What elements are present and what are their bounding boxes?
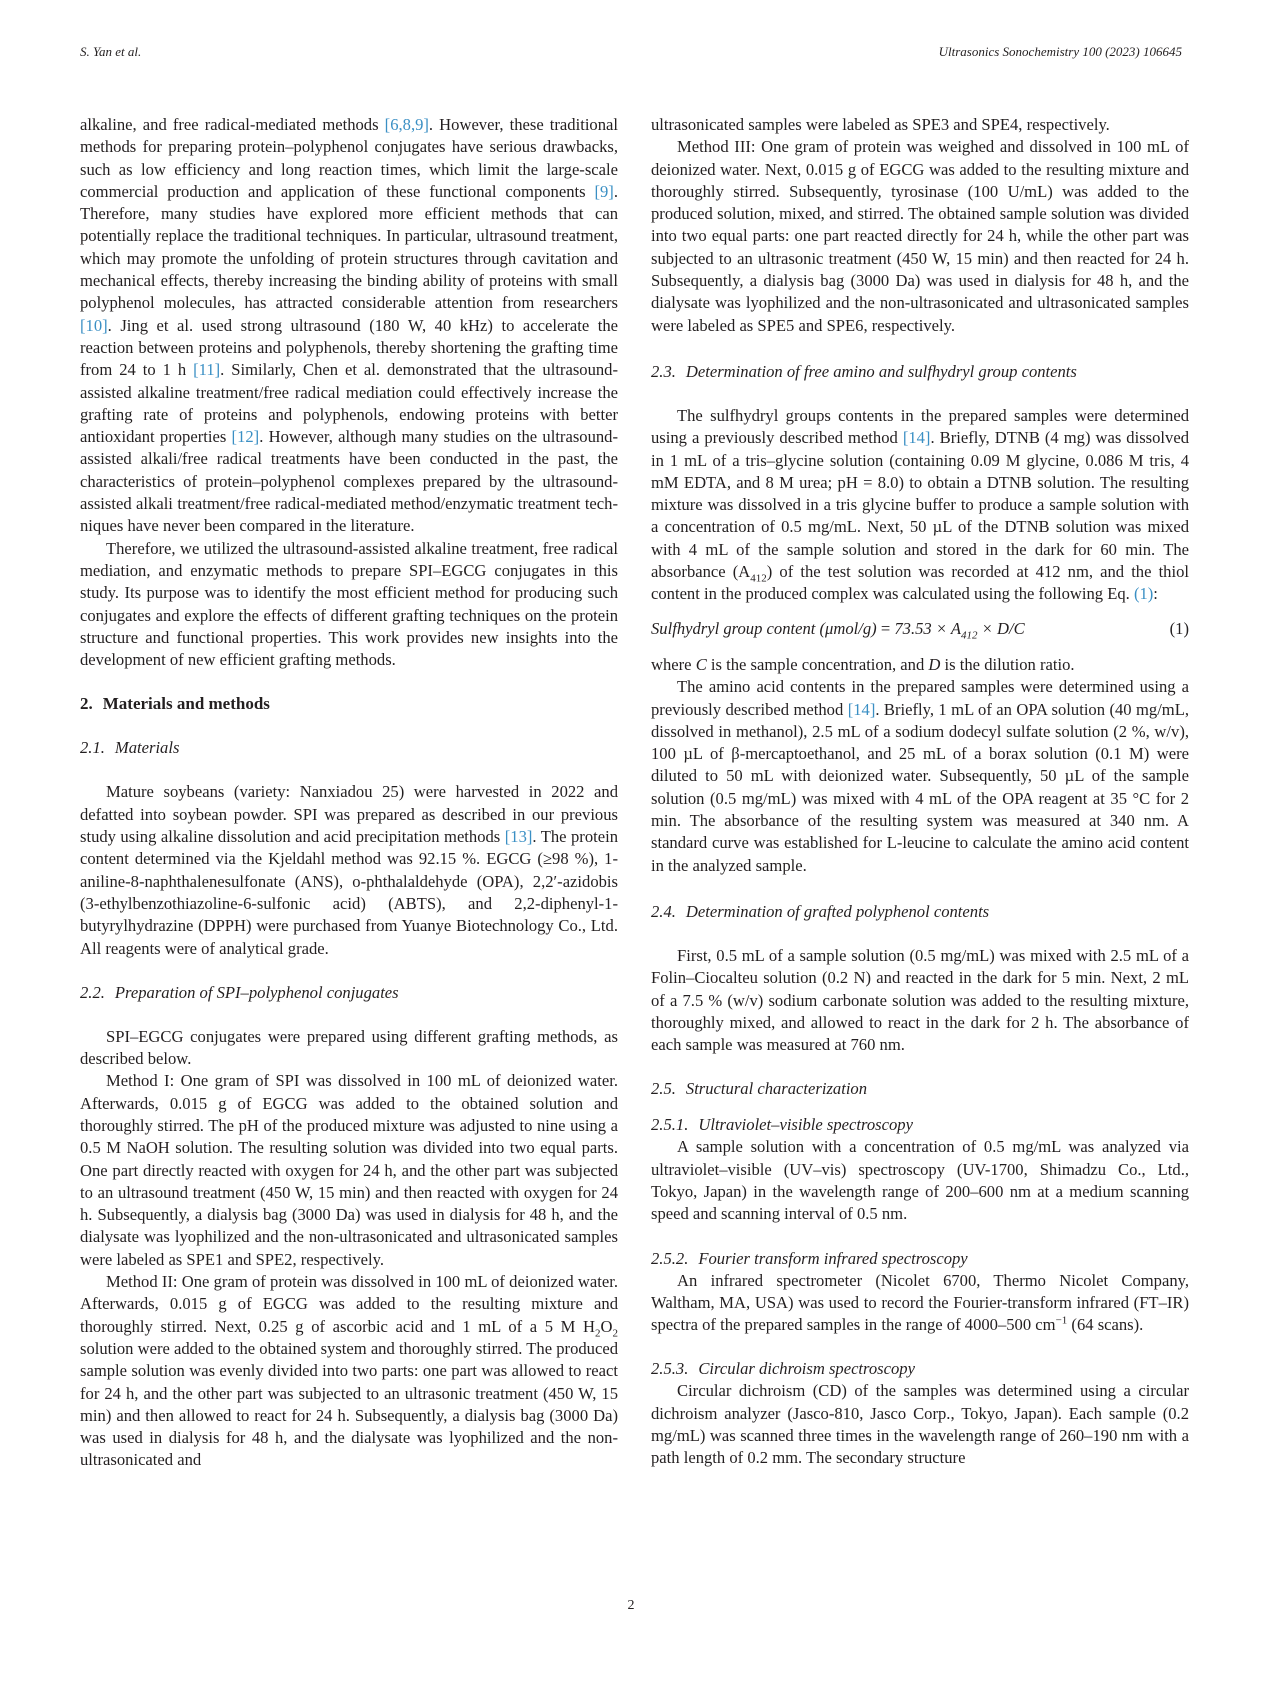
subscript: 412 (750, 572, 767, 585)
running-head-journal: Ultrasonics Sonochemistry 100 (2023) 106645 (938, 44, 1182, 59)
text-run: O (600, 1316, 613, 1336)
text-run: : (1153, 584, 1158, 604)
text-run: Method II: One gram of protein was dissolved in 100 mL of deionized water. Afterwards, 0.015 g of EGCG was added to the resulting mixture and thoroughly stirred. Next, 0.25 g of ascorbic acid and 1 mL of a 5 M H (80, 1272, 618, 1336)
subsubsection-number: 2.5.3. (651, 1359, 689, 1379)
citation-link[interactable]: [6,8,9] (384, 115, 429, 134)
intro-paragraph-2: Therefore, we utilized the ultrasound-assisted alkaline treatment, free radical mediation, and enzymatic methods to prepare SPI–EGCG conjugates in this study. Its purpose was to identify the most efficient method for producing such conjugates and explore the effects of different grafting techniques on the protein structure and functional properties. This work provides new insights into the development of new efficient grafting methods. (80, 538, 618, 670)
equation-rhs: × D/C (977, 618, 1025, 638)
subsection-number: 2.1. (80, 738, 105, 758)
equation-link[interactable]: (1) (1133, 584, 1154, 604)
text-run: . Therefore, many studies have explored more efficient methods that can potentially replace the traditional techniques. In particular, ultrasound treatment, which may promote the unfolding of protein structures through cavitation and mechanical effects, thereby increasing the binding ability of proteins with small polyphenol molecules, has attracted considerable attention from researchers (80, 181, 618, 313)
subsection-heading-structural (651, 1078, 1189, 1100)
section-number: 2. (80, 694, 93, 714)
subsubsection-title: Ultraviolet–visible spectroscopy (698, 1115, 913, 1135)
subsection-title: Preparation of SPI–polyphenol conjugates (114, 982, 399, 1002)
text-run: . Briefly, DTNB (4 mg) was dissolved in 1 mL of a tris–glycine solution (containing 0.09 M glycine, 0.086 M tris, 4 mM EDTA, and 8 M urea; pH = 8.0) to obtain a DTNB solution. The resulting mixture was dissolved in a tris glycine buffer to produce a sample solution with a concentration of 0.5 mg/mL. Next, 50 µL of the DTNB solution was mixed with 4 mL of the sample solution and stored in the dark for 60 min. The absorbance (A (651, 428, 1189, 582)
subsection-title: Determination of grafted polyphenol contents (685, 901, 990, 921)
text-run: The amino acid contents in the prepared samples were determined using a previously described method (651, 677, 1189, 719)
method-3-paragraph: Method III: One gram of protein was weighed and dissolved in 100 mL of deionized water. Next, 0.015 g of EGCG was added to the resulting mixture and thoroughly stirred. Subsequently, tyrosinase (100 U/mL) was added to the produced solution, mixed, and stirred. The obtained sample solution was divided into two equal parts: one part reacted directly for 24 h, while the other part was subjected to an ultrasonic treatment (450 W, 15 min) and then reacted for 24 h. Subsequently, a dialysis bag (3000 Da) was used in dialysis for 48 h, and the dialysate was lyophilized and the non-ultrasonicated and ultrasonicated samples were labeled as SPE5 and SPE6, respectively. (651, 137, 1189, 335)
citation-link[interactable]: [11] (193, 360, 221, 380)
subsubsection-heading-cd (651, 1358, 1189, 1380)
text-run: (64 scans). (1067, 1315, 1144, 1335)
where-paragraph (651, 654, 1189, 676)
running-head (80, 44, 1182, 66)
cd-paragraph: Circular dichroism (CD) of the samples was determined using a circular dichroism analyzer (Jasco-810, Jasco Corp., Tokyo, Japan). Each sample (0.2 mg/mL) was scanned three times in the wavelength range of 260–190 nm with a path length of 0.2 mm. The secondary structure (651, 1381, 1189, 1468)
running-head-authors: S. Yan et al. (80, 44, 142, 59)
method-2-paragraph (80, 1271, 618, 1472)
text-run: solution were added to the obtained system and thoroughly stirred. The produced sample solution was evenly divided into two parts: one part was allowed to react for 24 h, and the other part was subjected to an ultrasonic treatment (450 W, 15 min) and then allowed to react for 24 h. Subsequently, a dialysis bag (3000 Da) was used in dialysis for 48 h, and the dialysate was lyophilized and the non-ultrasonicated and (80, 1338, 618, 1470)
subsubsection-title: Fourier transform infrared spectroscopy (698, 1248, 968, 1268)
page-number: 2 (627, 1598, 635, 1613)
equation-equals: = (876, 618, 895, 638)
method-1-paragraph: Method I: One gram of SPI was dissolved in 100 mL of deionized water. Afterwards, 0.015 g of EGCG was added to the obtained solution and thoroughly stirred. The pH of the produced mixture was adjusted to nine using a 0.5 M NaOH solution. The resulting solution was divided into two equal parts. One part directly reacted with oxygen for 24 h, and the other part was subjected to an ultrasound treatment (450 W, 15 min) and then reacted with oxygen for 24 h. Subsequently, a dialysis bag (3000 Da) was used in dialysis for 48 h, and the dialysate was lyophilized and the non-ultrasonicated and ultrasonicated samples were labeled as SPE1 and SPE2, respectively. (80, 1071, 618, 1269)
right-column (651, 114, 1189, 1470)
materials-paragraph (80, 781, 618, 959)
text-run: . However, although many studies on the ultrasound-assisted alkali/free radical treatments have been conducted in the past, the characteristics of protein–polyphenol complexes prepared by the ultrasound-assisted alkali treatment/free radical-mediated method/enzymatic treatment techniques have never been compared in the literature. (80, 427, 618, 536)
subsection-heading-polyphenol (651, 901, 1189, 923)
subsubsection-title: Circular dichroism spectroscopy (698, 1359, 915, 1379)
amino-acid-paragraph (651, 676, 1189, 877)
text-run: . However, these traditional methods for preparing protein–polyphenol conjugates have serious drawbacks, such as low efficiency and long reaction times, which limit the large-scale commercial production and application of these functional components (80, 115, 618, 201)
text-run: where (651, 654, 696, 674)
polyphenol-paragraph: First, 0.5 mL of a sample solution (0.5 mg/mL) was mixed with 2.5 mL of a Folin–Ciocalteu solution (0.2 N) and reacted in the dark for 5 min. Next, 2 mL of a 7.5 % (w/v) sodium carbonate solution was added to the resulting mixture, thoroughly mixed, and allowed to react in the dark for 2 h. The absorbance of each sample was measured at 760 nm. (651, 945, 1189, 1055)
subsection-heading-preparation (80, 982, 618, 1004)
variable: C (695, 654, 707, 674)
subsubsection-number: 2.5.1. (651, 1115, 689, 1135)
equation-1 (651, 618, 1189, 640)
subsection-title: Structural characterization (685, 1079, 868, 1099)
subsection-heading-materials (80, 737, 618, 759)
citation-link[interactable]: [12] (231, 427, 260, 447)
text-run: . Jing et al. used strong ultrasound (180 W, 40 kHz) to accelerate the reaction between proteins and polyphenols, thereby shortening the grafting time from 24 to 1 h (80, 315, 618, 380)
text-run: . Similarly, Chen et al. demonstrated that the ultrasound-assisted alkaline treatment/free radical mediation could effectively increase the grafting rate of proteins and polyphenols, endowing proteins with better antioxidant properties (80, 360, 618, 447)
left-column (80, 114, 618, 1472)
text-run: An infrared spectrometer (Nicolet 6700, Thermo Nicolet Company, Waltham, MA, USA) was used to record the Fourier-transform infrared (FT–IR) spectra of the prepared samples in the range of 4000–500 cm (651, 1270, 1189, 1335)
subsubsection-number: 2.5.2. (651, 1248, 689, 1268)
citation-link[interactable]: [13] (504, 827, 533, 847)
method-2-continued: ultrasonicated samples were labeled as SPE3 and SPE4, respectively. (651, 115, 1110, 134)
text-run: is the dilution ratio. (940, 654, 1075, 674)
text-run: Mature soybeans (variety: Nanxiadou 25) were harvested in 2022 and defatted into soybean powder. SPI was prepared as described in our previous study using alkaline dissolution and acid precipitation methods (80, 782, 618, 847)
uvvis-paragraph: A sample solution with a concentration of 0.5 mg/mL was analyzed via ultraviolet–visible (UV–vis) spectroscopy (UV-1700, Shimadzu Co., Ltd., Tokyo, Japan) in the wavelength range of 200–600 nm at a medium scanning speed and scanning interval of 0.5 nm. (651, 1137, 1189, 1224)
subscript: 2 (612, 1326, 618, 1339)
text-run: . The protein content determined via the Kjeldahl method was 92.15 %. EGCG (≥98 %), 1-aniline-8-naphthalenesulfonate (ANS), o-phthalaldehyde (OPA), 2,2′-azidobis (3-ethylbenzothiazoline-6-sulfonic acid) (ABTS), and 2,2-diphenyl-1-butyrylhydrazine (DPPH) were purchased from Yuanye Biotechnology Co., Ltd. All reagents were of analytical grade. (80, 827, 618, 958)
text-run: is the sample concentration, and (706, 654, 929, 674)
text-run: ) of the test solution was recorded at 412 nm, and the thiol content in the produced complex was calculated using the following Eq. (651, 562, 1190, 604)
subscript: 2 (595, 1326, 601, 1339)
text-run: The sulfhydryl groups contents in the prepared samples were determined using a previously described method (651, 405, 1189, 448)
subsection-title: Determination of free amino and sulfhydryl group contents (685, 361, 1077, 381)
citation-link[interactable]: [14] (847, 699, 876, 719)
intro-paragraph-1 (80, 114, 618, 538)
citation-link[interactable]: [9] (594, 181, 614, 201)
equation-rhs: 73.53 × A (894, 618, 962, 638)
variable: D (928, 654, 941, 674)
preparation-intro-paragraph: SPI–EGCG conjugates were prepared using different grafting methods, as described below. (80, 1026, 618, 1069)
subsection-number: 2.3. (651, 361, 676, 381)
subsection-title: Materials (114, 738, 180, 758)
section-title: Materials and methods (102, 694, 270, 714)
equation-lhs: Sulfhydryl group content (μmol/g) (651, 618, 877, 638)
subsection-heading-amino-sulfhydryl (651, 361, 1189, 383)
subscript: 412 (961, 628, 978, 641)
sulfhydryl-paragraph (651, 405, 1189, 606)
equation-body (651, 618, 1025, 640)
subsection-number: 2.5. (651, 1079, 676, 1099)
superscript: −1 (1055, 1314, 1068, 1327)
text-run: alkaline, and free radical-mediated methods (80, 115, 385, 134)
citation-link[interactable]: [10] (80, 315, 108, 335)
text-run: . Briefly, 1 mL of an OPA solution (40 mg/mL, dissolved in methanol), 2.5 mL of a sodium dodecyl sulfate solution (2 %, w/v), 100 µL of β-mercaptoethanol, and 25 mL of a borax solution (0.1 M) were diluted to 50 mL with deionized water. Subsequently, 50 µL of the sample solution (0.5 mg/mL) was mixed with 4 mL of the OPA reagent at 35 °C for 2 min. The absorbance of the resulting system was measured at 340 nm. A standard curve was established for L-leucine to calculate the amino acid content in the analyzed sample. (651, 699, 1190, 875)
citation-link[interactable]: [14] (902, 428, 931, 448)
section-heading-materials-and-methods (80, 693, 618, 715)
subsection-number: 2.2. (80, 982, 105, 1002)
subsubsection-heading-ftir (651, 1248, 1189, 1270)
subsubsection-heading-uvvis (651, 1114, 1189, 1136)
equation-number: (1) (1169, 618, 1189, 638)
subsection-number: 2.4. (651, 901, 676, 921)
ftir-paragraph (651, 1270, 1189, 1337)
